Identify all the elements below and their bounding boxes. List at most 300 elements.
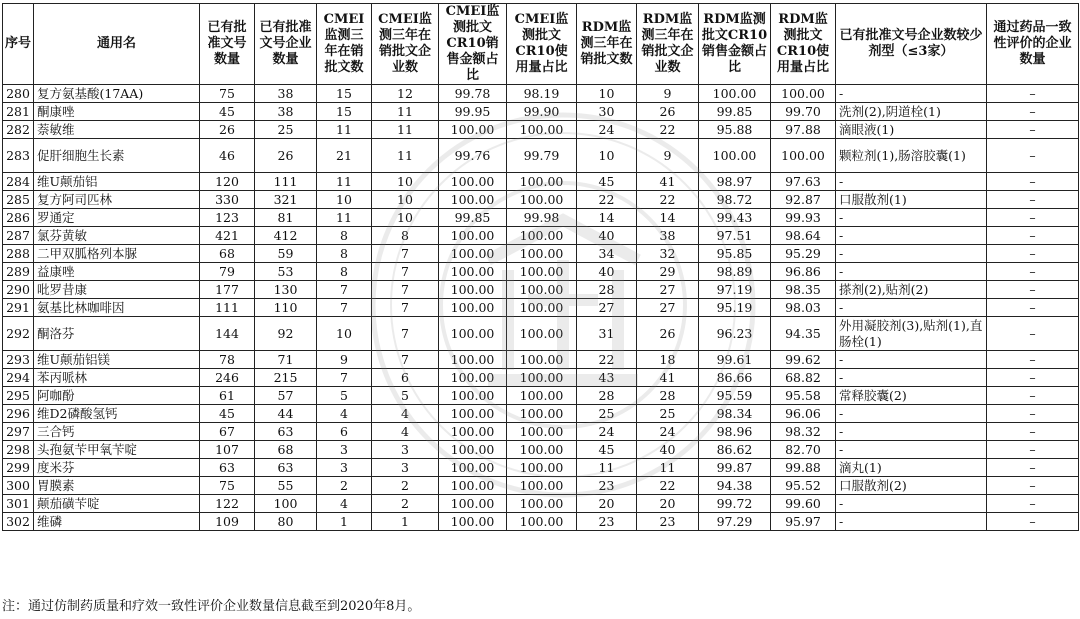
row-index: 287 (3, 227, 34, 245)
rdm-cr10-usage: 99.60 (771, 495, 836, 513)
header-cmei-cr10-usage: CMEI监测批文CR10使用量占比 (507, 4, 577, 85)
rdm-companies: 27 (637, 281, 699, 299)
cmei-cr10-sales: 100.00 (439, 263, 507, 281)
rdm-cr10-sales: 97.29 (699, 513, 771, 531)
table-row (3, 441, 1079, 459)
cmei-cr10-usage: 100.00 (507, 495, 577, 513)
table-row (3, 139, 1079, 173)
drug-name: 维磷 (34, 513, 200, 531)
approval-count: 26 (200, 121, 255, 139)
table-header-row (3, 4, 1079, 85)
cmei-cr10-usage: 100.00 (507, 351, 577, 369)
cmei-approvals: 8 (317, 227, 372, 245)
table-row (3, 173, 1079, 191)
few-company-forms: - (836, 227, 987, 245)
approval-count: 107 (200, 441, 255, 459)
rdm-approvals: 28 (577, 387, 637, 405)
row-index: 288 (3, 245, 34, 263)
drug-name: 酮洛芬 (34, 317, 200, 351)
cmei-approvals: 10 (317, 191, 372, 209)
approval-count: 120 (200, 173, 255, 191)
cmei-companies: 7 (372, 281, 439, 299)
cmei-cr10-usage: 100.00 (507, 513, 577, 531)
rdm-cr10-sales: 98.34 (699, 405, 771, 423)
rdm-cr10-usage: 100.00 (771, 139, 836, 173)
rdm-cr10-usage: 97.88 (771, 121, 836, 139)
cmei-approvals: 5 (317, 387, 372, 405)
cmei-approvals: 11 (317, 121, 372, 139)
row-index: 283 (3, 139, 34, 173)
cmei-cr10-sales: 100.00 (439, 441, 507, 459)
consistency-count: – (987, 369, 1079, 387)
row-index: 290 (3, 281, 34, 299)
cmei-companies: 2 (372, 477, 439, 495)
table-row (3, 459, 1079, 477)
rdm-companies: 22 (637, 121, 699, 139)
drug-name: 维U颠茄铝镁 (34, 351, 200, 369)
few-company-forms: - (836, 351, 987, 369)
approval-count: 45 (200, 103, 255, 121)
approval-count: 246 (200, 369, 255, 387)
few-company-forms: - (836, 369, 987, 387)
consistency-count: – (987, 495, 1079, 513)
consistency-count: – (987, 441, 1079, 459)
rdm-cr10-usage: 96.86 (771, 263, 836, 281)
rdm-cr10-usage: 82.70 (771, 441, 836, 459)
cmei-cr10-sales: 100.00 (439, 351, 507, 369)
table-row (3, 191, 1079, 209)
approval-count: 421 (200, 227, 255, 245)
consistency-count: – (987, 103, 1079, 121)
rdm-cr10-sales: 98.96 (699, 423, 771, 441)
approval-count: 63 (200, 459, 255, 477)
cmei-companies: 3 (372, 441, 439, 459)
approval-count: 79 (200, 263, 255, 281)
footnote: 注：通过仿制药质量和疗效一致性评价企业数量信息截至到2020年8月。 (2, 599, 421, 614)
cmei-cr10-usage: 100.00 (507, 245, 577, 263)
rdm-companies: 9 (637, 85, 699, 103)
header-rdm-companies: RDM监测三年在销批文企业数 (637, 4, 699, 85)
rdm-approvals: 10 (577, 85, 637, 103)
cmei-approvals: 21 (317, 139, 372, 173)
approval-company-count: 38 (255, 85, 317, 103)
rdm-cr10-sales: 86.66 (699, 369, 771, 387)
cmei-cr10-usage: 100.00 (507, 263, 577, 281)
cmei-approvals: 15 (317, 103, 372, 121)
approval-count: 330 (200, 191, 255, 209)
approval-company-count: 53 (255, 263, 317, 281)
rdm-cr10-sales: 94.38 (699, 477, 771, 495)
approval-company-count: 81 (255, 209, 317, 227)
approval-company-count: 63 (255, 423, 317, 441)
rdm-approvals: 10 (577, 139, 637, 173)
rdm-approvals: 11 (577, 459, 637, 477)
cmei-approvals: 1 (317, 513, 372, 531)
approval-company-count: 130 (255, 281, 317, 299)
drug-name: 头孢氨苄甲氧苄啶 (34, 441, 200, 459)
drug-name: 促肝细胞生长素 (34, 139, 200, 173)
cmei-approvals: 8 (317, 263, 372, 281)
table-row (3, 209, 1079, 227)
drug-name: 阿咖酚 (34, 387, 200, 405)
consistency-count: – (987, 139, 1079, 173)
header-approval-count: 已有批准文号数量 (200, 4, 255, 85)
cmei-cr10-sales: 100.00 (439, 173, 507, 191)
cmei-cr10-sales: 100.00 (439, 369, 507, 387)
approval-count: 68 (200, 245, 255, 263)
rdm-approvals: 23 (577, 513, 637, 531)
row-index: 302 (3, 513, 34, 531)
cmei-cr10-sales: 100.00 (439, 245, 507, 263)
rdm-approvals: 28 (577, 281, 637, 299)
few-company-forms: 滴丸(1) (836, 459, 987, 477)
drug-name: 二甲双胍格列本脲 (34, 245, 200, 263)
rdm-cr10-usage: 96.06 (771, 405, 836, 423)
cmei-approvals: 7 (317, 281, 372, 299)
table-row (3, 281, 1079, 299)
drug-name: 度米芬 (34, 459, 200, 477)
rdm-approvals: 30 (577, 103, 637, 121)
consistency-count: – (987, 459, 1079, 477)
approval-count: 123 (200, 209, 255, 227)
header-approval-company-count: 已有批准文号企业数量 (255, 4, 317, 85)
consistency-count: – (987, 281, 1079, 299)
cmei-cr10-sales: 100.00 (439, 387, 507, 405)
cmei-approvals: 3 (317, 459, 372, 477)
drug-table-container (2, 3, 1078, 531)
cmei-companies: 7 (372, 263, 439, 281)
approval-company-count: 92 (255, 317, 317, 351)
cmei-cr10-usage: 100.00 (507, 477, 577, 495)
rdm-companies: 29 (637, 263, 699, 281)
rdm-cr10-usage: 99.93 (771, 209, 836, 227)
approval-company-count: 321 (255, 191, 317, 209)
cmei-companies: 10 (372, 191, 439, 209)
rdm-approvals: 27 (577, 299, 637, 317)
approval-company-count: 215 (255, 369, 317, 387)
cmei-companies: 4 (372, 405, 439, 423)
cmei-cr10-usage: 99.79 (507, 139, 577, 173)
cmei-cr10-sales: 99.76 (439, 139, 507, 173)
approval-company-count: 55 (255, 477, 317, 495)
row-index: 298 (3, 441, 34, 459)
consistency-count: – (987, 85, 1079, 103)
table-row (3, 495, 1079, 513)
cmei-companies: 7 (372, 317, 439, 351)
rdm-companies: 20 (637, 495, 699, 513)
rdm-companies: 11 (637, 459, 699, 477)
cmei-companies: 11 (372, 139, 439, 173)
rdm-companies: 24 (637, 423, 699, 441)
few-company-forms: 搽剂(2),贴剂(2) (836, 281, 987, 299)
rdm-approvals: 22 (577, 191, 637, 209)
consistency-count: – (987, 227, 1079, 245)
rdm-cr10-usage: 100.00 (771, 85, 836, 103)
drug-name: 氯芬黄敏 (34, 227, 200, 245)
approval-count: 61 (200, 387, 255, 405)
row-index: 296 (3, 405, 34, 423)
table-row (3, 477, 1079, 495)
cmei-cr10-sales: 100.00 (439, 121, 507, 139)
drug-name: 酮康唑 (34, 103, 200, 121)
table-row (3, 513, 1079, 531)
few-company-forms: 滴眼液(1) (836, 121, 987, 139)
rdm-cr10-usage: 95.58 (771, 387, 836, 405)
row-index: 299 (3, 459, 34, 477)
cmei-cr10-sales: 99.78 (439, 85, 507, 103)
cmei-cr10-sales: 100.00 (439, 405, 507, 423)
few-company-forms: - (836, 405, 987, 423)
row-index: 291 (3, 299, 34, 317)
cmei-cr10-sales: 100.00 (439, 281, 507, 299)
consistency-count: – (987, 173, 1079, 191)
header-cmei-cr10-sales: CMEI监测批文CR10销售金额占比 (439, 4, 507, 85)
drug-name: 复方阿司匹林 (34, 191, 200, 209)
rdm-cr10-usage: 92.87 (771, 191, 836, 209)
cmei-cr10-sales: 100.00 (439, 317, 507, 351)
cmei-approvals: 9 (317, 351, 372, 369)
row-index: 294 (3, 369, 34, 387)
cmei-approvals: 7 (317, 299, 372, 317)
cmei-cr10-usage: 99.98 (507, 209, 577, 227)
cmei-approvals: 4 (317, 405, 372, 423)
rdm-cr10-sales: 99.87 (699, 459, 771, 477)
cmei-cr10-usage: 98.19 (507, 85, 577, 103)
cmei-cr10-usage: 100.00 (507, 423, 577, 441)
rdm-cr10-sales: 99.61 (699, 351, 771, 369)
cmei-cr10-sales: 100.00 (439, 299, 507, 317)
rdm-approvals: 25 (577, 405, 637, 423)
consistency-count: – (987, 423, 1079, 441)
cmei-companies: 10 (372, 209, 439, 227)
cmei-companies: 4 (372, 423, 439, 441)
rdm-companies: 32 (637, 245, 699, 263)
drug-name: 萘敏维 (34, 121, 200, 139)
rdm-cr10-sales: 100.00 (699, 139, 771, 173)
cmei-cr10-sales: 100.00 (439, 191, 507, 209)
rdm-cr10-usage: 99.70 (771, 103, 836, 121)
cmei-cr10-usage: 100.00 (507, 227, 577, 245)
rdm-cr10-usage: 99.62 (771, 351, 836, 369)
drug-name: 苯丙哌林 (34, 369, 200, 387)
rdm-approvals: 14 (577, 209, 637, 227)
drug-name: 维D2磷酸氢钙 (34, 405, 200, 423)
row-index: 281 (3, 103, 34, 121)
rdm-companies: 9 (637, 139, 699, 173)
cmei-cr10-usage: 100.00 (507, 459, 577, 477)
rdm-approvals: 24 (577, 423, 637, 441)
approval-company-count: 26 (255, 139, 317, 173)
table-row (3, 317, 1079, 351)
cmei-approvals: 7 (317, 369, 372, 387)
row-index: 301 (3, 495, 34, 513)
row-index: 286 (3, 209, 34, 227)
approval-count: 45 (200, 405, 255, 423)
consistency-count: – (987, 513, 1079, 531)
cmei-companies: 10 (372, 173, 439, 191)
approval-company-count: 63 (255, 459, 317, 477)
cmei-cr10-usage: 100.00 (507, 317, 577, 351)
cmei-cr10-usage: 100.00 (507, 441, 577, 459)
cmei-cr10-sales: 100.00 (439, 459, 507, 477)
cmei-cr10-usage: 100.00 (507, 281, 577, 299)
row-index: 280 (3, 85, 34, 103)
approval-count: 67 (200, 423, 255, 441)
cmei-approvals: 8 (317, 245, 372, 263)
drug-name: 维U颠茄铝 (34, 173, 200, 191)
rdm-cr10-usage: 98.03 (771, 299, 836, 317)
table-row (3, 121, 1079, 139)
approval-company-count: 38 (255, 103, 317, 121)
rdm-approvals: 45 (577, 173, 637, 191)
rdm-cr10-sales: 98.89 (699, 263, 771, 281)
rdm-cr10-sales: 97.51 (699, 227, 771, 245)
cmei-approvals: 15 (317, 85, 372, 103)
header-cmei-approvals: CMEI监测三年在销批文数 (317, 4, 372, 85)
drug-name: 益康唑 (34, 263, 200, 281)
header-index: 序号 (3, 4, 34, 85)
rdm-approvals: 34 (577, 245, 637, 263)
cmei-approvals: 11 (317, 173, 372, 191)
cmei-cr10-sales: 100.00 (439, 477, 507, 495)
rdm-cr10-sales: 95.19 (699, 299, 771, 317)
row-index: 292 (3, 317, 34, 351)
consistency-count: – (987, 263, 1079, 281)
approval-count: 75 (200, 477, 255, 495)
approval-count: 122 (200, 495, 255, 513)
few-company-forms: - (836, 441, 987, 459)
rdm-cr10-usage: 98.64 (771, 227, 836, 245)
cmei-approvals: 4 (317, 495, 372, 513)
header-generic-name: 通用名 (34, 4, 200, 85)
row-index: 289 (3, 263, 34, 281)
consistency-count: – (987, 191, 1079, 209)
rdm-cr10-sales: 99.85 (699, 103, 771, 121)
header-cmei-companies: CMEI监测三年在销批文企业数 (372, 4, 439, 85)
cmei-approvals: 3 (317, 441, 372, 459)
rdm-approvals: 45 (577, 441, 637, 459)
rdm-approvals: 40 (577, 227, 637, 245)
rdm-companies: 28 (637, 387, 699, 405)
cmei-cr10-usage: 100.00 (507, 387, 577, 405)
row-index: 297 (3, 423, 34, 441)
rdm-cr10-usage: 94.35 (771, 317, 836, 351)
rdm-approvals: 20 (577, 495, 637, 513)
rdm-cr10-usage: 98.35 (771, 281, 836, 299)
approval-company-count: 111 (255, 173, 317, 191)
table-row (3, 351, 1079, 369)
rdm-companies: 41 (637, 369, 699, 387)
row-index: 284 (3, 173, 34, 191)
consistency-count: – (987, 245, 1079, 263)
rdm-companies: 27 (637, 299, 699, 317)
cmei-cr10-usage: 99.90 (507, 103, 577, 121)
rdm-companies: 25 (637, 405, 699, 423)
approval-count: 177 (200, 281, 255, 299)
approval-count: 111 (200, 299, 255, 317)
cmei-companies: 11 (372, 103, 439, 121)
few-company-forms: - (836, 209, 987, 227)
drug-name: 颠茄磺苄啶 (34, 495, 200, 513)
few-company-forms: 颗粒剂(1),肠溶胶囊(1) (836, 139, 987, 173)
rdm-cr10-sales: 99.72 (699, 495, 771, 513)
few-company-forms: 常释胶囊(2) (836, 387, 987, 405)
rdm-approvals: 23 (577, 477, 637, 495)
cmei-cr10-usage: 100.00 (507, 405, 577, 423)
table-row (3, 299, 1079, 317)
approval-count: 78 (200, 351, 255, 369)
consistency-count: – (987, 317, 1079, 351)
rdm-cr10-sales: 98.72 (699, 191, 771, 209)
cmei-approvals: 6 (317, 423, 372, 441)
cmei-cr10-usage: 100.00 (507, 369, 577, 387)
few-company-forms: - (836, 299, 987, 317)
header-rdm-approvals: RDM监测三年在销批文数 (577, 4, 637, 85)
cmei-approvals: 2 (317, 477, 372, 495)
cmei-companies: 7 (372, 351, 439, 369)
approval-count: 46 (200, 139, 255, 173)
table-row (3, 369, 1079, 387)
drug-name: 三合钙 (34, 423, 200, 441)
consistency-count: – (987, 477, 1079, 495)
few-company-forms: - (836, 245, 987, 263)
cmei-companies: 7 (372, 245, 439, 263)
table-row (3, 263, 1079, 281)
drug-name: 吡罗昔康 (34, 281, 200, 299)
rdm-cr10-usage: 99.88 (771, 459, 836, 477)
rdm-companies: 26 (637, 103, 699, 121)
few-company-forms: - (836, 513, 987, 531)
rdm-approvals: 31 (577, 317, 637, 351)
rdm-cr10-sales: 100.00 (699, 85, 771, 103)
few-company-forms: 洗剂(2),阴道栓(1) (836, 103, 987, 121)
cmei-companies: 3 (372, 459, 439, 477)
approval-company-count: 80 (255, 513, 317, 531)
approval-company-count: 71 (255, 351, 317, 369)
approval-company-count: 110 (255, 299, 317, 317)
table-row (3, 423, 1079, 441)
rdm-companies: 22 (637, 191, 699, 209)
rdm-companies: 26 (637, 317, 699, 351)
rdm-cr10-usage: 98.32 (771, 423, 836, 441)
approval-count: 109 (200, 513, 255, 531)
few-company-forms: - (836, 423, 987, 441)
consistency-count: – (987, 387, 1079, 405)
consistency-count: – (987, 351, 1079, 369)
header-consistency-count: 通过药品一致性评价的企业数量 (987, 4, 1079, 85)
consistency-count: – (987, 405, 1079, 423)
cmei-approvals: 11 (317, 209, 372, 227)
drug-name: 复方氨基酸(17AA) (34, 85, 200, 103)
few-company-forms: 口服散剂(2) (836, 477, 987, 495)
approval-count: 144 (200, 317, 255, 351)
table-row (3, 245, 1079, 263)
row-index: 300 (3, 477, 34, 495)
rdm-companies: 38 (637, 227, 699, 245)
rdm-companies: 23 (637, 513, 699, 531)
consistency-count: – (987, 209, 1079, 227)
table-row (3, 103, 1079, 121)
table-row (3, 85, 1079, 103)
header-rdm-cr10-sales: RDM监测批文CR10销售金额占比 (699, 4, 771, 85)
drug-name: 罗通定 (34, 209, 200, 227)
table-row (3, 387, 1079, 405)
cmei-cr10-usage: 100.00 (507, 299, 577, 317)
approval-company-count: 44 (255, 405, 317, 423)
approval-company-count: 57 (255, 387, 317, 405)
row-index: 285 (3, 191, 34, 209)
approval-company-count: 68 (255, 441, 317, 459)
